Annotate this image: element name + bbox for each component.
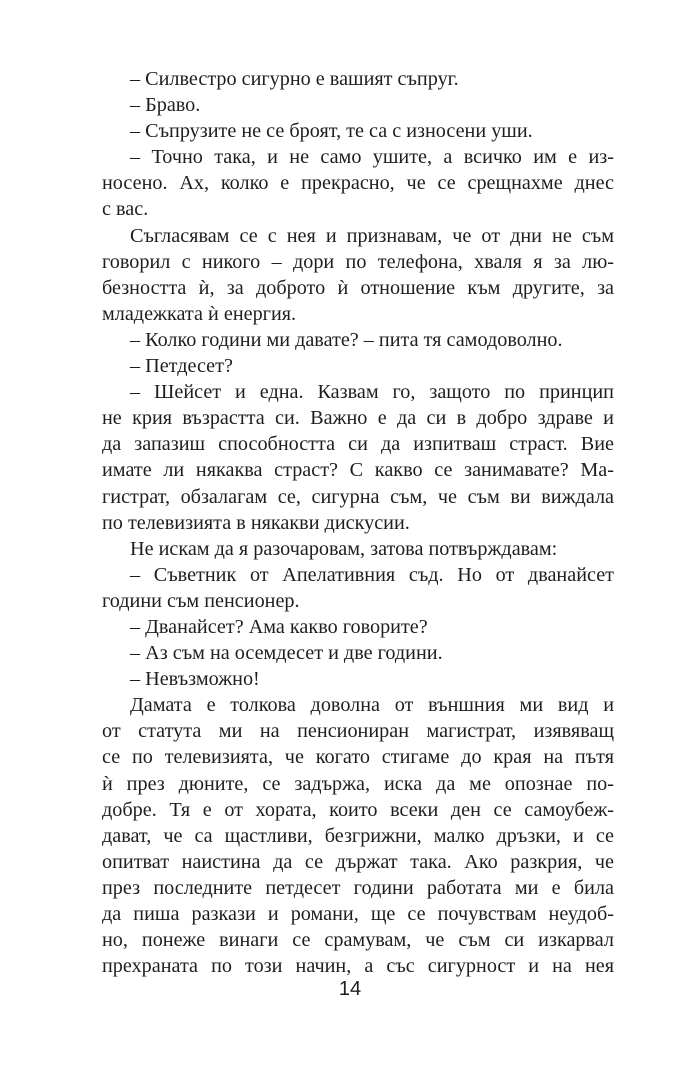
text-line: – Петдесет? <box>130 355 233 378</box>
text-line: да запазиш способността си да изпитваш страст. Вие <box>102 433 614 456</box>
text-line: – Съпрузите не се броят, те са с износени уши. <box>130 120 533 143</box>
text-line: прехраната по този начин, а със сигурност и на нея <box>102 955 614 978</box>
text-line: дават, че са щастливи, безгрижни, малко дръзки, и се <box>102 824 614 847</box>
text-line: – Дванайсет? Ама какво говорите? <box>130 615 428 638</box>
text-line: – Невъзможно! <box>130 668 260 691</box>
text-line: по телевизията в някакви дискусии. <box>102 511 410 534</box>
text-line: да пиша разкази и романи, ще се почувствам неудоб- <box>102 903 614 925</box>
text-line: – Шейсет и една. Казвам го, защото по принцип <box>130 381 614 404</box>
text-line: – Колко години ми давате? – пита тя самодоволно. <box>130 328 563 351</box>
body-text <box>102 66 614 979</box>
text-line: години съм пенсионер. <box>102 589 300 612</box>
text-line: имате ли някаква страст? С какво се занимавате? Ма- <box>102 459 614 482</box>
text-line: носено. Ах, колко е прекрасно, че се срещнахме днес <box>102 172 614 195</box>
text-line: добре. Тя е от хората, които всеки ден се самоубеж- <box>102 798 614 821</box>
page-number: 14 <box>338 978 362 1000</box>
text-line: гистрат, обзалагам се, сигурна съм, че съм ви виждала <box>102 485 614 508</box>
text-line: се по телевизията, че когато стигаме до края на пътя <box>102 746 614 769</box>
text-line: Дамата е толкова доволна от външния ми вид и <box>130 694 614 717</box>
text-line: говорил с никого – дори по телефона, хваля я за лю- <box>102 250 614 273</box>
text-line: – Браво. <box>130 94 201 117</box>
text-line: безността ѝ, за доброто ѝ отношение към другите, за <box>102 276 614 299</box>
text-line: младежката ѝ енергия. <box>102 302 297 325</box>
text-line: Не искам да я разочаровам, затова потвърждавам: <box>130 537 558 560</box>
text-line: опитват наистина да се държат така. Ако разкрия, че <box>102 850 614 873</box>
text-line: – Точно така, и не само ушите, а всичко им е из- <box>130 146 614 169</box>
text-line: – Аз съм на осемдесет и две години. <box>130 642 443 665</box>
text-line: – Съветник от Апелативния съд. Но от дванайсет <box>130 563 614 586</box>
text-line: с вас. <box>102 198 149 221</box>
text-line: Съгласявам се с нея и признавам, че от дни не съм <box>130 224 614 247</box>
text-line: ѝ през дюните, се задържа, иска да ме опознае по- <box>102 772 614 795</box>
text-line: от статута ми на пенсиониран магистрат, изявяващ <box>102 720 614 743</box>
text-line: през последните петдесет години работата ми е била <box>102 876 614 899</box>
text-line: – Силвестро сигурно е вашият съпруг. <box>130 68 459 90</box>
text-line: не крия възрастта си. Важно е да си в добро здраве и <box>102 407 614 430</box>
text-line: но, понеже винаги се срамувам, че съм си изкарвал <box>102 929 614 952</box>
